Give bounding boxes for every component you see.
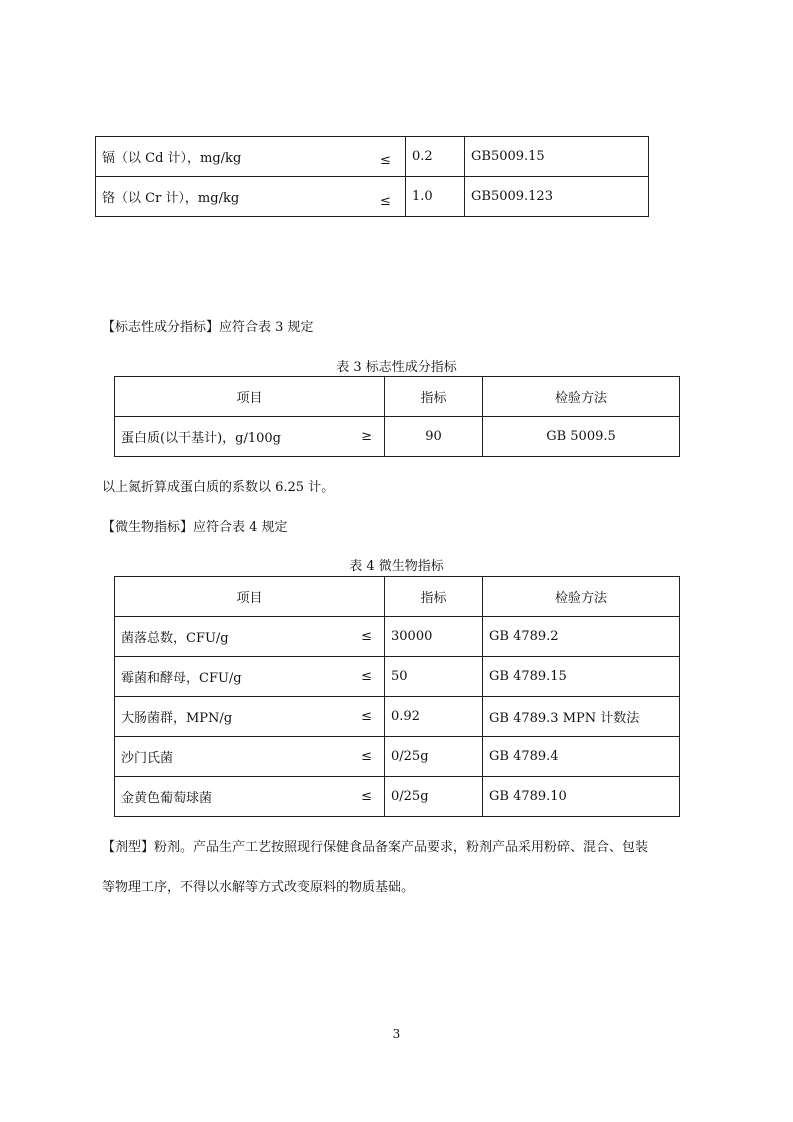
method-cell: GB 4789.4 [483, 737, 680, 777]
operator-le: ≤ [380, 194, 391, 209]
table-row [115, 737, 680, 777]
column-header: 项目 [115, 377, 385, 417]
operator-le: ≤ [361, 789, 372, 804]
item-cell: 霉菌和酵母，CFU/g ≤ [115, 657, 385, 697]
value-cell: 0.2 [406, 137, 465, 177]
value-cell: 30000 [385, 617, 483, 657]
marker-component-table [114, 376, 680, 457]
column-header: 项目 [115, 577, 385, 617]
method-cell: GB5009.123 [465, 177, 649, 217]
table-row [115, 617, 680, 657]
method-cell: GB 4789.3 MPN 计数法 [483, 697, 680, 737]
table-row [115, 657, 680, 697]
value-cell: 0/25g [385, 737, 483, 777]
value-cell: 0.92 [385, 697, 483, 737]
table-row [96, 137, 649, 177]
dosage-form-paragraph-line1: 【剂型】粉剂。产品生产工艺按照现行保健食品备案产品要求，粉剂产品采用粉碎、混合、包装 [102, 840, 649, 855]
column-header: 检验方法 [483, 377, 680, 417]
value-cell: 1.0 [406, 177, 465, 217]
value-cell: 50 [385, 657, 483, 697]
column-header: 指标 [385, 377, 483, 417]
value-cell: 0/25g [385, 777, 483, 817]
operator-le: ≤ [361, 629, 372, 644]
section-marker-heading: 【标志性成分指标】应符合表 3 规定 [102, 320, 314, 335]
table-row [96, 177, 649, 217]
operator-ge: ≥ [361, 429, 372, 444]
item-cell: 菌落总数，CFU/g ≤ [115, 617, 385, 657]
method-cell: GB 4789.15 [483, 657, 680, 697]
microbial-table [114, 576, 680, 817]
method-cell: GB5009.15 [465, 137, 649, 177]
operator-le: ≤ [361, 749, 372, 764]
table3-caption: 表 3 标志性成分指标 [336, 360, 457, 375]
item-cell: 镉（以 Cd 计），mg/kg [96, 137, 406, 177]
method-cell: GB 4789.2 [483, 617, 680, 657]
item-cell: 蛋白质(以干基计)，g/100g ≥ [115, 417, 385, 457]
operator-le: ≤ [380, 153, 391, 168]
microbial-heading: 【微生物指标】应符合表 4 规定 [102, 520, 288, 535]
column-header: 检验方法 [483, 577, 680, 617]
operator-le: ≤ [361, 709, 372, 724]
operator-le: ≤ [361, 669, 372, 684]
table-header-row [115, 577, 680, 617]
column-header: 指标 [385, 577, 483, 617]
item-cell: 金黄色葡萄球菌 ≤ [115, 777, 385, 817]
method-cell: GB 5009.5 [483, 417, 680, 457]
table-row [115, 417, 680, 457]
table-row [115, 777, 680, 817]
page-number: 3 [392, 1027, 401, 1041]
dosage-form-paragraph-line2: 等物理工序，不得以水解等方式改变原料的物质基础。 [102, 880, 415, 895]
heavy-metal-table [95, 136, 649, 217]
table4-caption: 表 4 微生物指标 [349, 559, 444, 574]
method-cell: GB 4789.10 [483, 777, 680, 817]
item-cell: 大肠菌群，MPN/g ≤ [115, 697, 385, 737]
table-row [115, 697, 680, 737]
table-header-row [115, 377, 680, 417]
protein-factor-note: 以上氮折算成蛋白质的系数以 6.25 计。 [102, 480, 335, 495]
item-cell: 沙门氏菌 ≤ [115, 737, 385, 777]
item-cell: 铬（以 Cr 计），mg/kg [96, 177, 406, 217]
value-cell: 90 [385, 417, 483, 457]
